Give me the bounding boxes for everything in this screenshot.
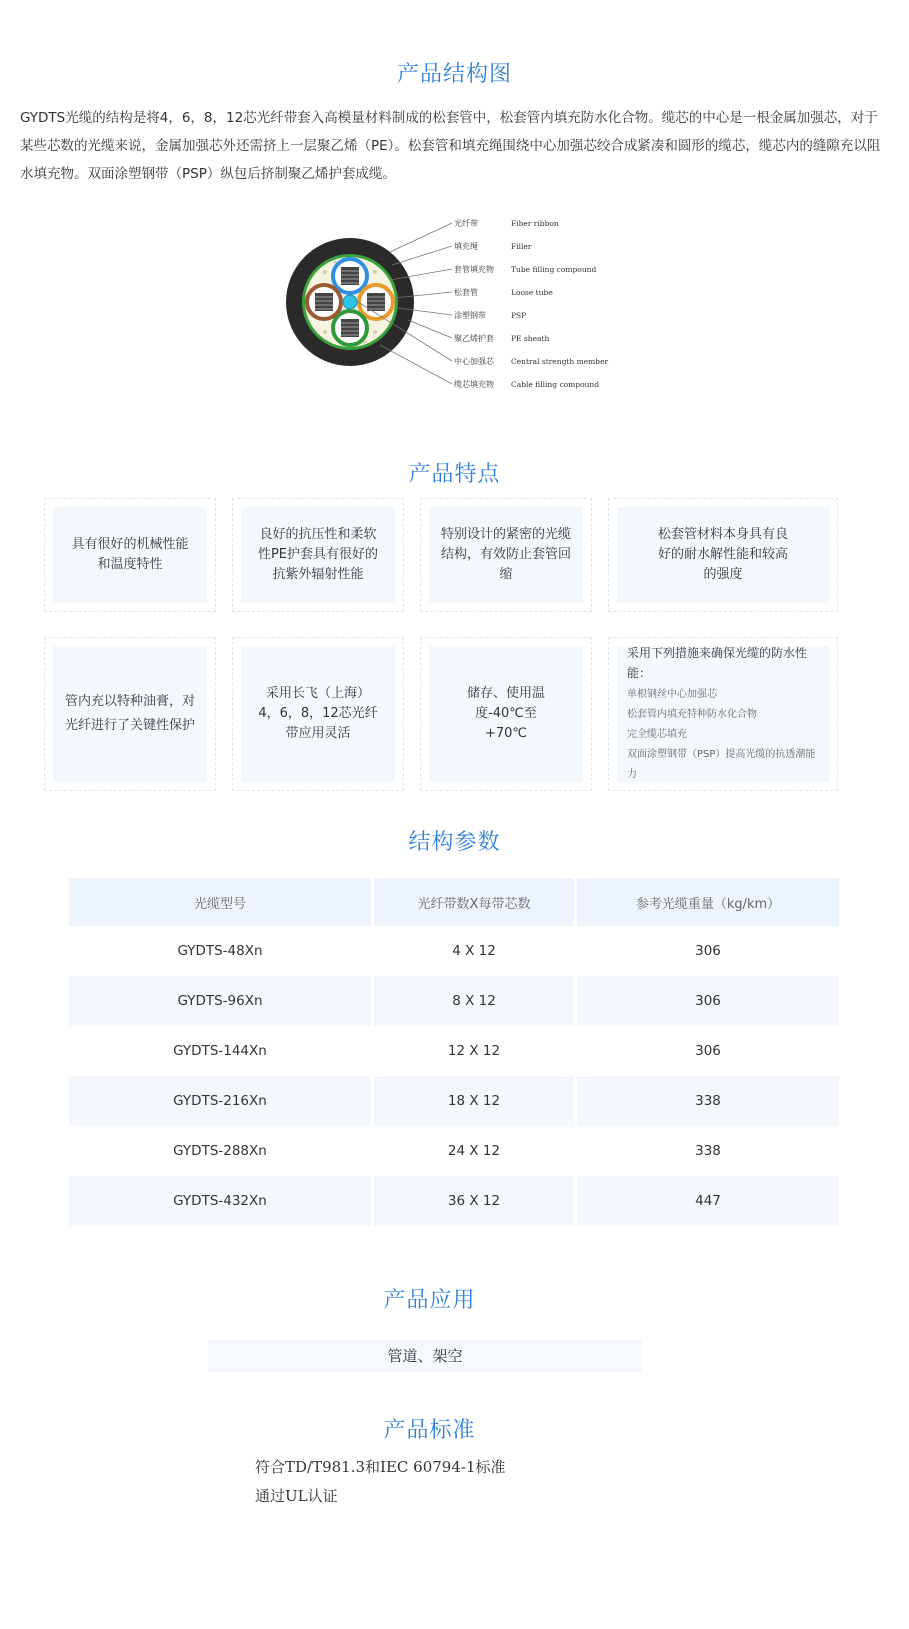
table-cell: GYDTS-216Xn [69, 1076, 374, 1126]
structure-title: 产品结构图 [396, 62, 512, 87]
table-row [69, 976, 839, 1026]
label-en: Tube filling compound [511, 265, 597, 274]
label-cn: 缆芯填充物 [454, 380, 494, 389]
table-row [69, 926, 839, 976]
table-cell: 447 [577, 1176, 839, 1226]
label-cn: 松套管 [454, 288, 478, 297]
feature-card [608, 637, 838, 791]
table-header-cell: 光纤带数X每带芯数 [374, 878, 577, 926]
feature-list-item: 完全缆芯填充 [627, 729, 687, 740]
label-cn: 聚乙烯护套 [454, 334, 494, 343]
feature-card [44, 498, 216, 612]
loose-tube-bottom [333, 311, 367, 345]
feature-card [232, 498, 404, 612]
standard-line: 通过UL认证 [255, 1487, 338, 1505]
spec-table [69, 878, 839, 1226]
cable-cross-section-diagram [280, 210, 620, 400]
feature-text: 特别设计的紧密的光缆结构，有效防止套管回缩 [429, 507, 583, 603]
feature-card [232, 637, 404, 791]
table-cell: 306 [577, 926, 839, 976]
label-en: Fiber ribbon [511, 219, 559, 228]
feature-card [608, 498, 838, 612]
table-row [69, 1076, 839, 1126]
feature-card [420, 637, 592, 791]
application-title: 产品应用 [383, 1288, 476, 1313]
table-cell: 36 X 12 [374, 1176, 577, 1226]
features-title: 产品特点 [408, 462, 501, 487]
table-cell: GYDTS-144Xn [69, 1026, 374, 1076]
label-cn: 套管填充物 [454, 265, 494, 274]
label-en: PE sheath [511, 334, 550, 343]
table-cell: 306 [577, 1026, 839, 1076]
table-cell: GYDTS-432Xn [69, 1176, 374, 1226]
label-cn: 填充绳 [454, 242, 478, 251]
feature-card [44, 637, 216, 791]
table-header-cell: 光缆型号 [69, 878, 374, 926]
label-en: Central strength member [511, 357, 609, 366]
feature-text: 采用长飞（上海）4，6，8，12芯光纤带应用灵活 [241, 646, 395, 782]
label-en: Loose tube [511, 288, 553, 297]
table-cell: 338 [577, 1126, 839, 1176]
params-title: 结构参数 [408, 830, 501, 855]
feature-list-item: 双面涂塑钢带（PSP）提高光缆的抗透潮能力 [627, 749, 816, 780]
standard-line: 符合TD/T981.3和IEC 60794-1标准 [255, 1458, 506, 1476]
table-cell: GYDTS-48Xn [69, 926, 374, 976]
table-cell: 24 X 12 [374, 1126, 577, 1176]
feature-text: 松套管材料本身具有良好的耐水解性能和较高的强度 [617, 507, 829, 603]
feature-text: 储存、使用温度-40℃至+70℃ [429, 646, 583, 782]
table-header-cell: 参考光缆重量（kg/km） [577, 878, 839, 926]
label-en: PSP [511, 311, 527, 320]
table-row [69, 1026, 839, 1076]
table-cell: 12 X 12 [374, 1026, 577, 1076]
label-en: Cable filling compound [511, 380, 600, 389]
label-en: Filler [511, 242, 532, 251]
table-cell: 4 X 12 [374, 926, 577, 976]
loose-tube-top [333, 259, 367, 293]
label-cn: 中心加强芯 [454, 357, 494, 366]
feature-text: 良好的抗压性和柔软性PE护套具有很好的抗紫外辐射性能 [241, 507, 395, 603]
table-cell: 306 [577, 976, 839, 1026]
feature-text: 具有很好的机械性能和温度特性 [53, 507, 207, 603]
loose-tube-right [359, 285, 393, 319]
feature-list [617, 646, 829, 782]
standard-title: 产品标准 [383, 1418, 476, 1443]
application-text: 管道、架空 [208, 1340, 642, 1372]
label-cn: 光纤带 [454, 219, 478, 228]
table-cell: GYDTS-96Xn [69, 976, 374, 1026]
loose-tube-left [307, 285, 341, 319]
feature-list-title: 采用下列措施来确保光缆的防水性能： [627, 646, 808, 680]
table-cell: 8 X 12 [374, 976, 577, 1026]
table-cell: GYDTS-288Xn [69, 1126, 374, 1176]
structure-description: GYDTS光缆的结构是将4，6，8，12芯光纤带套入高模量材料制成的松套管中，松套管内填充防水化合物。缆芯的中心是一根金属加强芯，对于某些芯数的光缆来说，金属加强芯外还需挤上一层聚乙烯（PE）。松套管和填充绳围绕中心加强芯绞合成紧凑和圆形的缆芯，缆芯内的缝隙充以阻水填充物。双面涂塑钢带（PSP）纵包后挤制聚乙烯护套成缆。 [20, 110, 881, 182]
feature-list-item: 单根钢丝中心加强芯 [627, 689, 717, 700]
feature-text: 管内充以特种油膏，对光纤进行了关键性保护 [53, 646, 207, 782]
central-strength-member [343, 295, 357, 309]
table-header-row [69, 878, 839, 926]
table-row [69, 1126, 839, 1176]
feature-card [420, 498, 592, 612]
table-cell: 338 [577, 1076, 839, 1126]
table-row [69, 1176, 839, 1226]
feature-list-item: 松套管内填充特种防水化合物 [627, 709, 757, 720]
table-cell: 18 X 12 [374, 1076, 577, 1126]
label-cn: 涂塑钢带 [454, 311, 486, 320]
